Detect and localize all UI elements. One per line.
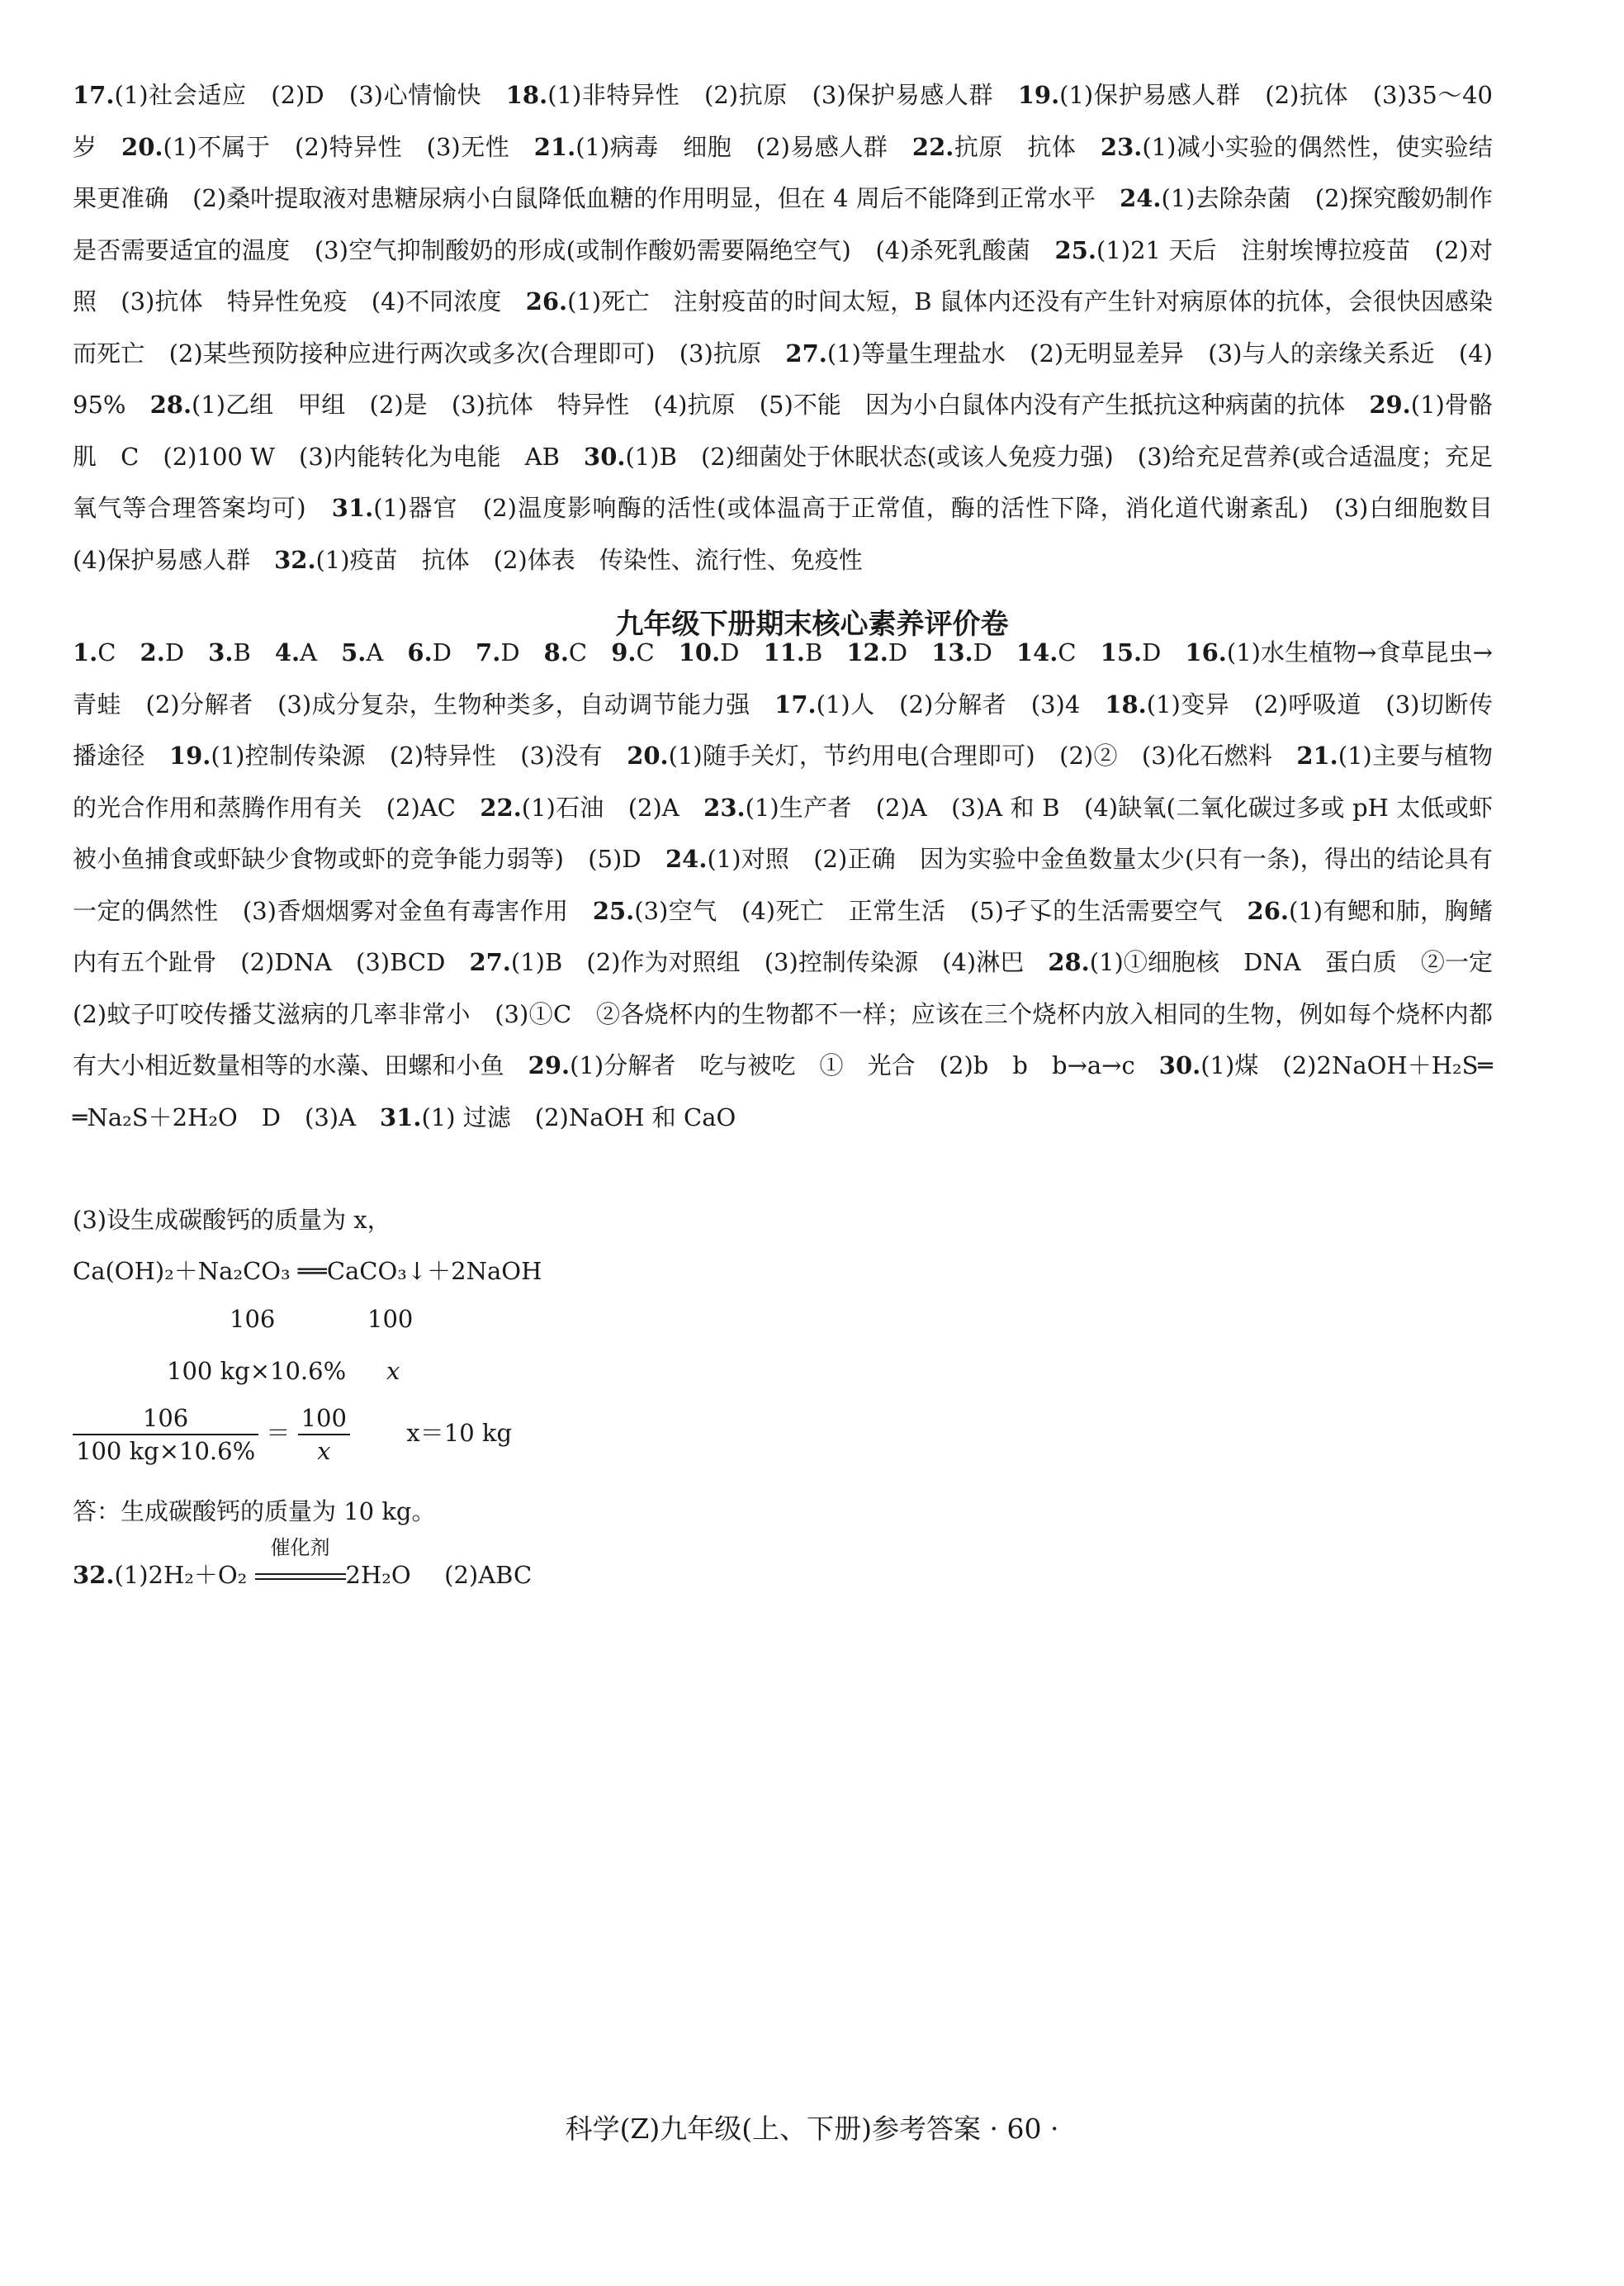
answer-text: (1)石油 (2)A bbox=[521, 793, 704, 822]
answer-text: (1)不属于 (2)特异性 (3)无性 bbox=[163, 132, 534, 161]
answer-text: (1)变异 (2)呼吸道 (3)切断传播途径 bbox=[73, 690, 1493, 770]
question-number: 27. bbox=[469, 948, 511, 976]
mass-x: x bbox=[386, 1357, 400, 1385]
page-footer: 科学(Z)九年级(上、下册)参考答案 · 60 · bbox=[565, 2113, 1059, 2145]
question-number: 3. bbox=[208, 638, 234, 666]
answer-text: (1)随手关灯，节约用电(合理即可) (2)② (3)化石燃料 bbox=[668, 742, 1297, 770]
question-number: 1. bbox=[73, 638, 98, 666]
fraction-left-denominator: 100 kg×10.6% bbox=[76, 1437, 256, 1465]
question-number: 17. bbox=[774, 690, 817, 719]
question-number: 8. bbox=[543, 638, 569, 666]
question-number: 5. bbox=[341, 638, 367, 666]
answer-text: (1)对照 (2)正确 因为实验中金鱼数量太少(只有一条)，得出的结论具有一定的偶然性 (3)香烟烟雾对金鱼有毒害作用 bbox=[73, 845, 1493, 925]
answer-text: D bbox=[164, 638, 209, 666]
fraction-right bbox=[298, 1404, 350, 1465]
question-number: 18. bbox=[1105, 690, 1147, 719]
question-number: 25. bbox=[1054, 235, 1096, 264]
q32-part2: (2)ABC bbox=[444, 1561, 533, 1589]
question-number: 17. bbox=[73, 81, 115, 109]
question-number: 10. bbox=[678, 638, 721, 666]
question-number: 26. bbox=[1247, 896, 1289, 925]
question-number: 14. bbox=[1016, 638, 1058, 666]
q32-reactants: (1)2H₂＋O₂ bbox=[114, 1561, 248, 1589]
q32-line bbox=[73, 1536, 533, 1591]
question-number: 31. bbox=[331, 494, 374, 522]
fraction-right-denominator: x bbox=[317, 1437, 331, 1465]
answers-block-semester1 bbox=[73, 69, 1517, 586]
question-number: 21. bbox=[533, 132, 576, 161]
question-number: 7. bbox=[476, 638, 501, 666]
answer-text: (1)等量生理盐水 (2)无明显差异 (3)与人的亲缘关系近 (4)95% bbox=[73, 339, 1493, 419]
answer-text: D bbox=[888, 638, 932, 666]
answer-text: C bbox=[636, 638, 679, 666]
answer-text: (1) 过滤 (2)NaOH 和 CaO bbox=[421, 1103, 736, 1131]
answer-text: (1)骨骼肌 C (2)100 W (3)内能转化为电能 AB bbox=[73, 391, 1493, 471]
answer-text: (1)煤 (2)2NaOH＋H₂S══Na₂S＋2H₂O D (3)A bbox=[73, 1051, 1493, 1131]
answer-text: (1)有鳃和肺，胸鳍内有五个趾骨 (2)DNA (3)BCD bbox=[73, 896, 1493, 976]
molar-mass-caoh: 106 bbox=[230, 1305, 276, 1333]
question-number: 26. bbox=[525, 287, 568, 315]
question-number: 15. bbox=[1100, 638, 1143, 666]
result-x: x＝10 kg bbox=[406, 1419, 513, 1447]
answer-text: D bbox=[432, 638, 476, 666]
question-number: 12. bbox=[846, 638, 888, 666]
equals-sign: ＝ bbox=[266, 1419, 291, 1447]
question-number: 9. bbox=[611, 638, 637, 666]
question-number: 20. bbox=[121, 132, 163, 161]
answer-text: (1)疫苗 抗体 (2)体表 传染性、流行性、免疫性 bbox=[315, 545, 863, 574]
answer-text: (1)器官 (2)温度影响酶的活性(或体温高于正常值，酶的活性下降，消化道代谢紊乱) (3)白细胞数目 (4)保护易感人群 bbox=[73, 494, 1517, 574]
question-number: 31. bbox=[380, 1103, 422, 1131]
proportion-equation bbox=[73, 1404, 512, 1465]
question-number: 16. bbox=[1185, 638, 1227, 666]
answer-text: (1)病毒 细胞 (2)易感人群 bbox=[575, 132, 912, 161]
question-number: 29. bbox=[1369, 391, 1411, 419]
answer-text: D bbox=[720, 638, 764, 666]
catalyst-label: 催化剂 bbox=[270, 1536, 330, 1559]
question-number: 32. bbox=[274, 545, 316, 574]
answer-text: (1)21 天后 注射埃博拉疫苗 (2)对照 (3)抗体 特异性免疫 (4)不同浓度 bbox=[73, 235, 1494, 315]
question-number: 30. bbox=[584, 442, 626, 471]
chemical-equation: Ca(OH)₂＋Na₂CO₃ ══CaCO₃↓＋2NaOH bbox=[73, 1257, 542, 1285]
answer-text: (1)水生植物→食草昆虫→青蛙 (2)分解者 (3)成分复杂，生物种类多，自动调节能力强 bbox=[73, 638, 1493, 719]
question-number: 29. bbox=[528, 1051, 571, 1079]
answer-text: B bbox=[233, 638, 275, 666]
answer-text: (1)①细胞核 DNA 蛋白质 ②一定 (2)蚊子叮咬传播艾滋病的几率非常小 (3)①C ②各烧杯内的生物都不一样；应该在三个烧杯内放入相同的生物，例如每个烧杯内都有大小相近数量相等的水藻、田螺和小鱼 bbox=[73, 948, 1517, 1079]
answer-text: (1)控制传染源 (2)特异性 (3)没有 bbox=[211, 742, 627, 770]
question-number: 19. bbox=[1017, 81, 1060, 109]
question-number: 2. bbox=[140, 638, 165, 666]
answer-text: (3)空气 (4)死亡 正常生活 (5)孑孓的生活需要空气 bbox=[634, 896, 1248, 925]
answers-block-final-exam bbox=[73, 627, 1517, 1143]
answer-text: (1)死亡 注射疫苗的时间太短，B 鼠体内还没有产生针对病原体的抗体，会很快因感染而死亡 (2)某些预防接种应进行两次或多次(合理即可) (3)抗原 bbox=[73, 287, 1493, 368]
calc-answer: 答：生成碳酸钙的质量为 10 kg。 bbox=[73, 1497, 436, 1525]
question-number: 23. bbox=[703, 793, 746, 822]
answer-text: (1)B (2)细菌处于休眠状态(或该人免疫力强) (3)给充足营养(或合适温度；充足氧气等合理答案均可) bbox=[73, 442, 1493, 522]
question-number: 4. bbox=[274, 638, 301, 666]
answer-text: C bbox=[1058, 638, 1101, 666]
fraction-left bbox=[73, 1404, 258, 1465]
question-number: 25. bbox=[592, 896, 635, 925]
answer-text: C bbox=[568, 638, 612, 666]
question-number: 22. bbox=[911, 132, 954, 161]
calc-intro: (3)设生成碳酸钙的质量为 x， bbox=[73, 1206, 391, 1234]
answer-text: (1)乙组 甲组 (2)是 (3)抗体 特异性 (4)抗原 (5)不能 因为小白鼠体内没有产生抵抗这种病菌的抗体 bbox=[192, 391, 1370, 419]
question-number: 11. bbox=[763, 638, 805, 666]
section-title: 九年级下册期末核心素养评价卷 bbox=[615, 608, 1009, 641]
question-number: 24. bbox=[1120, 184, 1162, 212]
question-number: 13. bbox=[931, 638, 973, 666]
fraction-left-numerator: 106 bbox=[73, 1404, 258, 1435]
mass-na2co3: 100 kg×10.6% bbox=[167, 1357, 347, 1385]
answer-text: D bbox=[1142, 638, 1186, 666]
answer-text: 抗原 抗体 bbox=[954, 132, 1101, 161]
catalyst-arrow bbox=[255, 1536, 346, 1589]
answer-text: (1)减小实验的偶然性，使实验结果更准确 (2)桑叶提取液对患糖尿病小白鼠降低血糖的作用明显，但在 4 周后不能降到正常水平 bbox=[73, 132, 1493, 212]
question-number: 6. bbox=[407, 638, 433, 666]
question-number: 24. bbox=[665, 845, 708, 873]
answer-text: (1)B (2)作为对照组 (3)控制传染源 (4)淋巴 bbox=[510, 948, 1049, 976]
question-number: 23. bbox=[1100, 132, 1143, 161]
answer-text: (1)生产者 (2)A (3)A 和 B (4)缺氧(二氧化碳过多或 pH 太低或虾被小鱼捕食或虾缺少食物或虾的竞争能力弱等) (5)D bbox=[73, 793, 1493, 873]
answer-text: A bbox=[300, 638, 342, 666]
question-number: 19. bbox=[168, 742, 211, 770]
answer-text: (1)人 (2)分解者 (3)4 bbox=[816, 690, 1106, 719]
question-number: 18. bbox=[505, 81, 548, 109]
answer-text: B bbox=[804, 638, 847, 666]
question-number: 28. bbox=[1048, 948, 1090, 976]
answer-text: (1)分解者 吃与被吃 ① 光合 (2)b b b→a→c bbox=[570, 1051, 1159, 1079]
answer-text: D bbox=[973, 638, 1016, 666]
answer-text: (1)非特异性 (2)抗原 (3)保护易感人群 bbox=[547, 81, 1018, 109]
q32-product: 2H₂O bbox=[345, 1561, 411, 1589]
fraction-right-numerator: 100 bbox=[298, 1404, 350, 1435]
answer-text: (1)保护易感人群 (2)抗体 (3)35～40 岁 bbox=[73, 81, 1493, 161]
question-number: 20. bbox=[627, 742, 669, 770]
answer-text: D bbox=[500, 638, 544, 666]
question-number: 28. bbox=[149, 391, 192, 419]
answer-text: C bbox=[97, 638, 140, 666]
question-number: 22. bbox=[480, 793, 522, 822]
question-number: 30. bbox=[1158, 1051, 1201, 1079]
q32-number: 32. bbox=[73, 1561, 115, 1589]
molar-mass-caco3: 100 bbox=[367, 1305, 414, 1333]
answer-text: (1)去除杂菌 (2)探究酸奶制作是否需要适宜的温度 (3)空气抑制酸奶的形成(或制作酸奶需要隔绝空气) (4)杀死乳酸菌 bbox=[73, 184, 1493, 264]
question-number: 21. bbox=[1296, 742, 1338, 770]
answer-text: (1)社会适应 (2)D (3)心情愉快 bbox=[114, 81, 506, 109]
question-number: 27. bbox=[785, 339, 827, 368]
answer-text: A bbox=[366, 638, 408, 666]
answer-text: (1)主要与植物的光合作用和蒸腾作用有关 (2)AC bbox=[73, 742, 1493, 822]
